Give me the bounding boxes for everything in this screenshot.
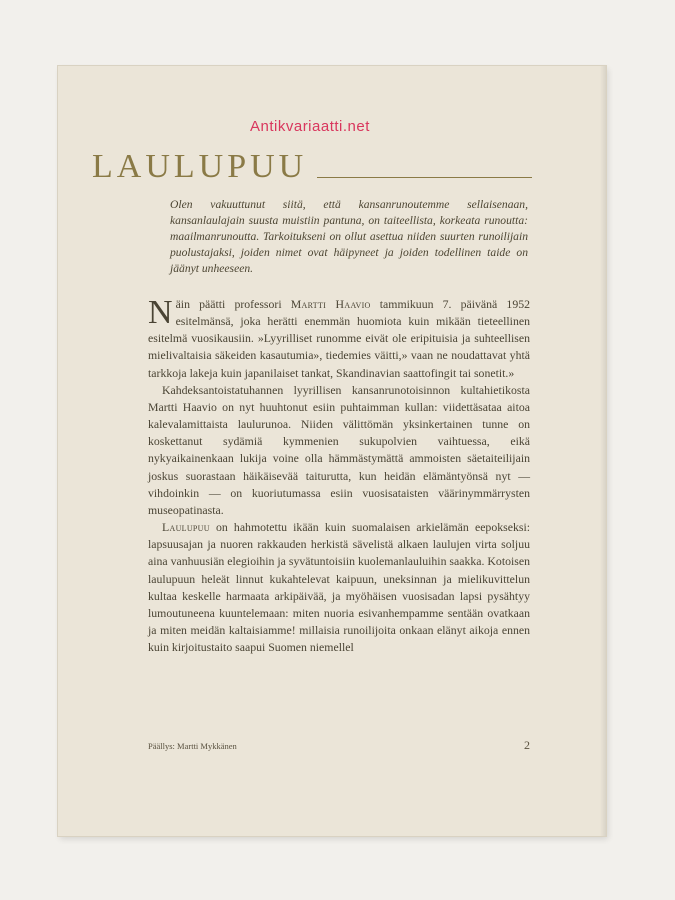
- paragraph-2: Kahdeksantoistatuhannen lyyrillisen kansanrunotoisinnon kultahietikosta Martti Haavio on nyt huuhtonut esiin puhtaimman kullan: viidettäsataa aitoa kalevalamittaista laulurunoa. Niiden välittömän yksinkertainen tunne on koskettanut sydämiä kymmenien sukupolvien vaihtuessa, eikä nykyaikainenkaan lukija voine olla hämmästymättä ammoisten säetaiteilijain joskus suorastaan häikäisevää taiturutta, kun heidän elämäntyönsä nyt — vihdoinkin — on kuoriutumassa esiin vuosisataisten väärinymmärrysten museopatinasta.: [148, 382, 530, 517]
- paragraph-1-lead: äin päätti professori: [175, 297, 291, 311]
- paragraph-1-rest: tammikuun 7. päivänä 1952 esitelmänsä, joka herätti enemmän huomiota kuin mikään tieteellinen esitelmä vuosikausiin. »Lyyrilliset runomme eivät ole eripituisia ja suhteellisen mielivaltaisia säkeiden kasautumia», tiedemies väitti,» vaan ne noudattavat yhtä tarkkoja lakeja kuin japanilaiset tankat, Skandinavian saattofingit tai sonetit.»: [148, 297, 531, 380]
- title-row: [92, 144, 532, 184]
- paragraph-3: [148, 519, 530, 656]
- drop-cap: N: [148, 294, 173, 331]
- paragraph-3-rest: on hahmotettu ikään kuin suomalaisen arkielämän eepokseksi: lapsuusajan ja nuoren rakkauden herkistä sävelistä alkaen laulujen virta soljuu aina vanhuusiän elegioihin ja syvätuntoisiin kuolemanlauluihin saakka. Kotoisen laulupuun heleät linnut kukahtelevat kaipuun, uneksinnan ja mielikuvittelun kultaa keskelle harmaata arkipäivää, ja myöhäisen vuosisadan lapsi pysähtyy lumoutuneena kuuntelemaan: miten nuoria esivanhempamme sentään ovatkaan ja miten meidän kaltaisiamme! millaisia runoilijoita onkaan elänyt aikoja ennen kuin kirjoitustaito saapui Suomen niemellel: [148, 520, 531, 655]
- author-name: Martti Haavio: [290, 297, 371, 311]
- title-rule: [317, 177, 532, 178]
- page-number: 2: [524, 738, 530, 752]
- paragraph-1: [148, 296, 530, 382]
- blurb-body: [148, 296, 530, 656]
- intro-text: Olen vakuuttunut siitä, että kansanrunoutemme sellaisenaan, kansanlaulajain suusta muistiin pantuna, on taiteellista, korkeata runoutta: maailmanrunoutta. Tarkoitukseni on ollut asettua niiden suurten runoilijain puolustajaksi, joiden nimet ovat häipyneet ja joiden todellinen taide on jäänyt unheeseen.: [170, 198, 528, 275]
- footer: [148, 738, 530, 753]
- intro-quote: [170, 197, 528, 277]
- cover-edge-shadow: [600, 66, 606, 836]
- watermark: Antikvariaatti.net: [250, 118, 370, 135]
- cover-credit: Päällys: Martti Mykkänen: [148, 741, 237, 751]
- book-title: LAULUPUU: [92, 148, 308, 185]
- book-name: Laulupuu: [162, 520, 210, 535]
